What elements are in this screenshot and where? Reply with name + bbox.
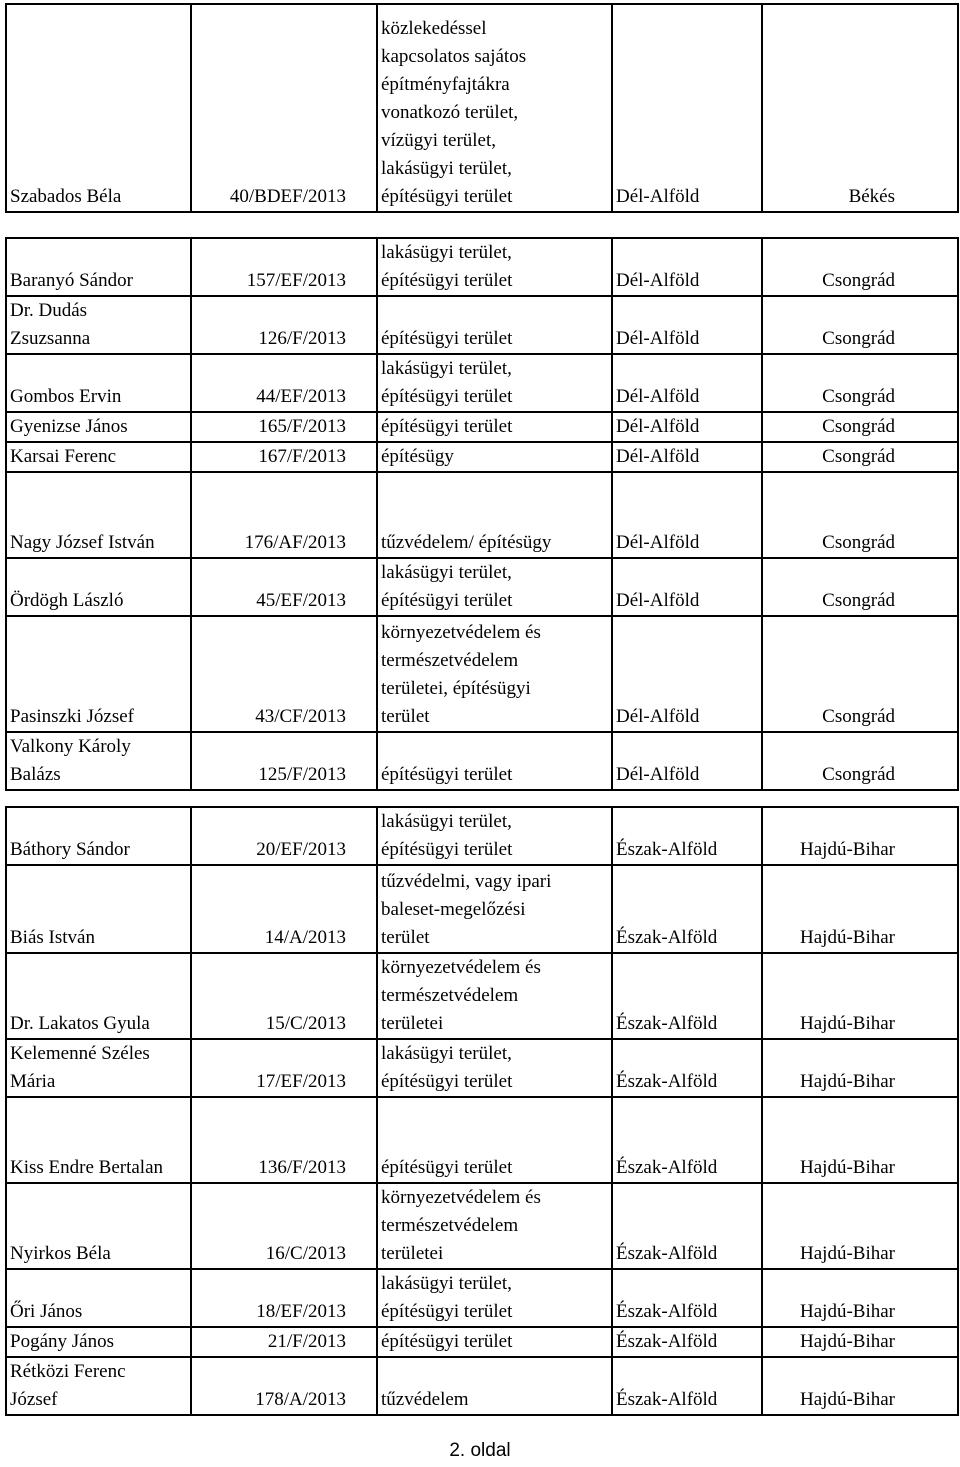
region-cell: Észak-Alföld bbox=[612, 1327, 762, 1357]
professional-area-cell bbox=[377, 953, 612, 1039]
person-name-cell-line: Nagy József István bbox=[10, 532, 155, 553]
registration-number-cell: 16/C/2013 bbox=[191, 1183, 377, 1269]
professional-area-cell-line: lakásügyi terület, bbox=[381, 1043, 512, 1064]
person-name-cell bbox=[6, 1183, 191, 1269]
registration-number-cell: 15/C/2013 bbox=[191, 953, 377, 1039]
registration-number-cell: 21/F/2013 bbox=[191, 1327, 377, 1357]
registry-rows bbox=[6, 238, 958, 790]
region-cell: Észak-Alföld bbox=[612, 807, 762, 865]
professional-area-cell-line: környezetvédelem és bbox=[381, 957, 541, 978]
registration-number-cell: 44/EF/2013 bbox=[191, 354, 377, 412]
professional-area-cell-line: területei bbox=[381, 1013, 444, 1034]
professional-area-cell bbox=[377, 354, 612, 412]
table-row bbox=[6, 442, 958, 472]
person-name-cell-line: Mária bbox=[10, 1071, 56, 1092]
region-cell: Észak-Alföld bbox=[612, 1039, 762, 1097]
professional-area-cell-line: építésügyi terület bbox=[381, 1071, 513, 1092]
professional-area-cell bbox=[377, 732, 612, 790]
professional-area-cell bbox=[377, 616, 612, 732]
county-cell: Hajdú-Bihar bbox=[762, 1327, 958, 1357]
professional-area-cell-line: építésügyi terület bbox=[381, 839, 513, 860]
person-name-cell bbox=[6, 1039, 191, 1097]
person-name-cell-line: Valkony Károly bbox=[10, 736, 131, 757]
county-cell: Hajdú-Bihar bbox=[762, 1039, 958, 1097]
county-cell: Hajdú-Bihar bbox=[762, 953, 958, 1039]
professional-area-cell-line: terület bbox=[381, 927, 430, 948]
person-name-cell bbox=[6, 296, 191, 354]
table-row bbox=[6, 558, 958, 616]
county-cell: Hajdú-Bihar bbox=[762, 1097, 958, 1183]
table-row bbox=[6, 354, 958, 412]
professional-area-cell-line: építésügyi terület bbox=[381, 1157, 513, 1178]
person-name-cell-line: Gombos Ervin bbox=[10, 386, 122, 407]
professional-area-cell bbox=[377, 1183, 612, 1269]
professional-area-cell bbox=[377, 1039, 612, 1097]
person-name-cell-line: Kelemenné Széles bbox=[10, 1043, 150, 1064]
person-name-cell bbox=[6, 238, 191, 296]
professional-area-cell-line: tűzvédelem/ építésügy bbox=[381, 532, 552, 553]
person-name-cell-line: Ördögh László bbox=[10, 590, 124, 611]
person-name-cell-line: Dr. Dudás bbox=[10, 300, 88, 321]
person-name-cell-line: Balázs bbox=[10, 764, 61, 785]
registration-number-cell: 136/F/2013 bbox=[191, 1097, 377, 1183]
region-cell: Dél-Alföld bbox=[612, 4, 762, 212]
person-name-cell bbox=[6, 807, 191, 865]
professional-area-cell bbox=[377, 296, 612, 354]
professional-area-cell-line: lakásügyi terület, bbox=[381, 158, 512, 179]
person-name-cell bbox=[6, 558, 191, 616]
professional-area-cell-line: építményfajtákra bbox=[381, 74, 510, 95]
county-cell: Hajdú-Bihar bbox=[762, 807, 958, 865]
person-name-cell-line: Nyirkos Béla bbox=[10, 1243, 111, 1264]
registration-number-cell: 126/F/2013 bbox=[191, 296, 377, 354]
professional-area-cell-line: lakásügyi terület, bbox=[381, 242, 512, 263]
person-name-cell bbox=[6, 4, 191, 212]
table-row bbox=[6, 4, 958, 212]
professional-area-cell-line: építésügyi terület bbox=[381, 1331, 513, 1352]
table-row bbox=[6, 953, 958, 1039]
table-row bbox=[6, 412, 958, 442]
table-row bbox=[6, 1327, 958, 1357]
table-row bbox=[6, 616, 958, 732]
registration-number-cell: 18/EF/2013 bbox=[191, 1269, 377, 1327]
professional-area-cell bbox=[377, 1327, 612, 1357]
professional-area-cell-line: lakásügyi terület, bbox=[381, 1273, 512, 1294]
table-row bbox=[6, 1039, 958, 1097]
county-cell: Hajdú-Bihar bbox=[762, 1183, 958, 1269]
professional-area-cell-line: környezetvédelem és bbox=[381, 1187, 541, 1208]
registration-number-cell: 17/EF/2013 bbox=[191, 1039, 377, 1097]
county-cell: Csongrád bbox=[762, 616, 958, 732]
professional-area-cell bbox=[377, 807, 612, 865]
registry-rows bbox=[6, 807, 958, 1415]
registration-number-cell: 157/EF/2013 bbox=[191, 238, 377, 296]
region-cell: Észak-Alföld bbox=[612, 1097, 762, 1183]
registration-number-cell: 176/AF/2013 bbox=[191, 472, 377, 558]
professional-area-cell bbox=[377, 238, 612, 296]
table-row bbox=[6, 296, 958, 354]
county-cell: Csongrád bbox=[762, 558, 958, 616]
professional-area-cell-line: tűzvédelmi, vagy ipari bbox=[381, 871, 552, 892]
person-name-cell-line: Karsai Ferenc bbox=[10, 446, 117, 467]
region-cell: Dél-Alföld bbox=[612, 296, 762, 354]
professional-area-cell-line: területei, építésügyi bbox=[381, 678, 531, 699]
professional-area-cell bbox=[377, 1269, 612, 1327]
region-cell: Dél-Alföld bbox=[612, 442, 762, 472]
county-cell: Békés bbox=[762, 4, 958, 212]
county-cell: Csongrád bbox=[762, 472, 958, 558]
region-cell: Dél-Alföld bbox=[612, 412, 762, 442]
person-name-cell bbox=[6, 442, 191, 472]
registration-number-cell: 167/F/2013 bbox=[191, 442, 377, 472]
professional-area-cell bbox=[377, 442, 612, 472]
person-name-cell-line: Szabados Béla bbox=[10, 186, 122, 207]
region-cell: Észak-Alföld bbox=[612, 953, 762, 1039]
person-name-cell bbox=[6, 472, 191, 558]
professional-area-cell bbox=[377, 1097, 612, 1183]
county-cell: Csongrád bbox=[762, 238, 958, 296]
county-cell: Csongrád bbox=[762, 296, 958, 354]
registration-number-cell: 14/A/2013 bbox=[191, 865, 377, 953]
professional-area-cell-line: lakásügyi terület, bbox=[381, 562, 512, 583]
registry-table-block-2 bbox=[5, 237, 959, 791]
registry-table-block-1 bbox=[5, 3, 959, 213]
person-name-cell-line: Biás István bbox=[10, 927, 95, 948]
professional-area-cell-line: természetvédelem bbox=[381, 650, 519, 671]
registration-number-cell: 178/A/2013 bbox=[191, 1357, 377, 1415]
county-cell: Csongrád bbox=[762, 354, 958, 412]
table-row bbox=[6, 1357, 958, 1415]
county-cell: Csongrád bbox=[762, 442, 958, 472]
professional-area-cell-line: építésügyi terület bbox=[381, 590, 513, 611]
person-name-cell-line: Pasinszki József bbox=[10, 706, 135, 727]
professional-area-cell-line: baleset-megelőzési bbox=[381, 899, 526, 920]
table-row bbox=[6, 472, 958, 558]
table-row bbox=[6, 865, 958, 953]
person-name-cell-line: Kiss Endre Bertalan bbox=[10, 1157, 164, 1178]
professional-area-cell-line: építésügyi terület bbox=[381, 1301, 513, 1322]
registration-number-cell: 125/F/2013 bbox=[191, 732, 377, 790]
person-name-cell-line: József bbox=[10, 1389, 58, 1410]
region-cell: Dél-Alföld bbox=[612, 616, 762, 732]
person-name-cell-line: Dr. Lakatos Gyula bbox=[10, 1013, 150, 1034]
professional-area-cell-line: terület bbox=[381, 706, 430, 727]
person-name-cell-line: Baranyó Sándor bbox=[10, 270, 133, 291]
professional-area-cell-line: környezetvédelem és bbox=[381, 622, 541, 643]
professional-area-cell-line: építésügyi terület bbox=[381, 386, 513, 407]
county-cell: Csongrád bbox=[762, 412, 958, 442]
table-row bbox=[6, 238, 958, 296]
person-name-cell-line: Rétközi Ferenc bbox=[10, 1361, 126, 1382]
county-cell: Hajdú-Bihar bbox=[762, 865, 958, 953]
person-name-cell-line: Gyenizse János bbox=[10, 416, 128, 437]
professional-area-cell-line: kapcsolatos sajátos bbox=[381, 46, 527, 67]
professional-area-cell-line: vízügyi terület, bbox=[381, 130, 497, 151]
professional-area-cell-line: tűzvédelem bbox=[381, 1389, 469, 1410]
region-cell: Észak-Alföld bbox=[612, 1183, 762, 1269]
professional-area-cell-line: természetvédelem bbox=[381, 985, 519, 1006]
table-row bbox=[6, 1269, 958, 1327]
table-row bbox=[6, 732, 958, 790]
table-row bbox=[6, 1097, 958, 1183]
registry-rows bbox=[6, 4, 958, 212]
region-cell: Dél-Alföld bbox=[612, 354, 762, 412]
professional-area-cell-line: építésügy bbox=[381, 446, 454, 467]
professional-area-cell-line: közlekedéssel bbox=[381, 18, 487, 39]
region-cell: Dél-Alföld bbox=[612, 558, 762, 616]
professional-area-cell bbox=[377, 865, 612, 953]
professional-area-cell-line: természetvédelem bbox=[381, 1215, 519, 1236]
person-name-cell bbox=[6, 1357, 191, 1415]
professional-area-cell-line: lakásügyi terület, bbox=[381, 358, 512, 379]
professional-area-cell-line: építésügyi terület bbox=[381, 186, 513, 207]
registration-number-cell: 20/EF/2013 bbox=[191, 807, 377, 865]
registration-number-cell: 165/F/2013 bbox=[191, 412, 377, 442]
county-cell: Csongrád bbox=[762, 732, 958, 790]
region-cell: Dél-Alföld bbox=[612, 732, 762, 790]
professional-area-cell-line: építésügyi terület bbox=[381, 416, 513, 437]
person-name-cell bbox=[6, 354, 191, 412]
region-cell: Dél-Alföld bbox=[612, 238, 762, 296]
professional-area-cell bbox=[377, 4, 612, 212]
professional-area-cell-line: építésügyi terület bbox=[381, 764, 513, 785]
person-name-cell bbox=[6, 1269, 191, 1327]
person-name-cell bbox=[6, 412, 191, 442]
registry-table-block-3 bbox=[5, 806, 959, 1416]
person-name-cell bbox=[6, 732, 191, 790]
person-name-cell bbox=[6, 1097, 191, 1183]
registration-number-cell: 43/CF/2013 bbox=[191, 616, 377, 732]
person-name-cell-line: Pogány János bbox=[10, 1331, 114, 1352]
region-cell: Észak-Alföld bbox=[612, 865, 762, 953]
person-name-cell-line: Zsuzsanna bbox=[10, 328, 91, 349]
page-number: 2. oldal bbox=[449, 1440, 511, 1461]
person-name-cell bbox=[6, 865, 191, 953]
professional-area-cell-line: építésügyi terület bbox=[381, 270, 513, 291]
professional-area-cell bbox=[377, 472, 612, 558]
person-name-cell bbox=[6, 616, 191, 732]
professional-area-cell bbox=[377, 412, 612, 442]
region-cell: Dél-Alföld bbox=[612, 472, 762, 558]
professional-area-cell bbox=[377, 558, 612, 616]
person-name-cell bbox=[6, 1327, 191, 1357]
county-cell: Hajdú-Bihar bbox=[762, 1269, 958, 1327]
region-cell: Észak-Alföld bbox=[612, 1269, 762, 1327]
professional-area-cell-line: építésügyi terület bbox=[381, 328, 513, 349]
registration-number-cell: 45/EF/2013 bbox=[191, 558, 377, 616]
county-cell: Hajdú-Bihar bbox=[762, 1357, 958, 1415]
region-cell: Észak-Alföld bbox=[612, 1357, 762, 1415]
professional-area-cell-line: vonatkozó terület, bbox=[381, 102, 519, 123]
table-row bbox=[6, 807, 958, 865]
person-name-cell bbox=[6, 953, 191, 1039]
table-row bbox=[6, 1183, 958, 1269]
person-name-cell-line: Őri János bbox=[10, 1301, 83, 1322]
professional-area-cell bbox=[377, 1357, 612, 1415]
professional-area-cell-line: lakásügyi terület, bbox=[381, 811, 512, 832]
person-name-cell-line: Báthory Sándor bbox=[10, 839, 130, 860]
professional-area-cell-line: területei bbox=[381, 1243, 444, 1264]
registration-number-cell: 40/BDEF/2013 bbox=[191, 4, 377, 212]
